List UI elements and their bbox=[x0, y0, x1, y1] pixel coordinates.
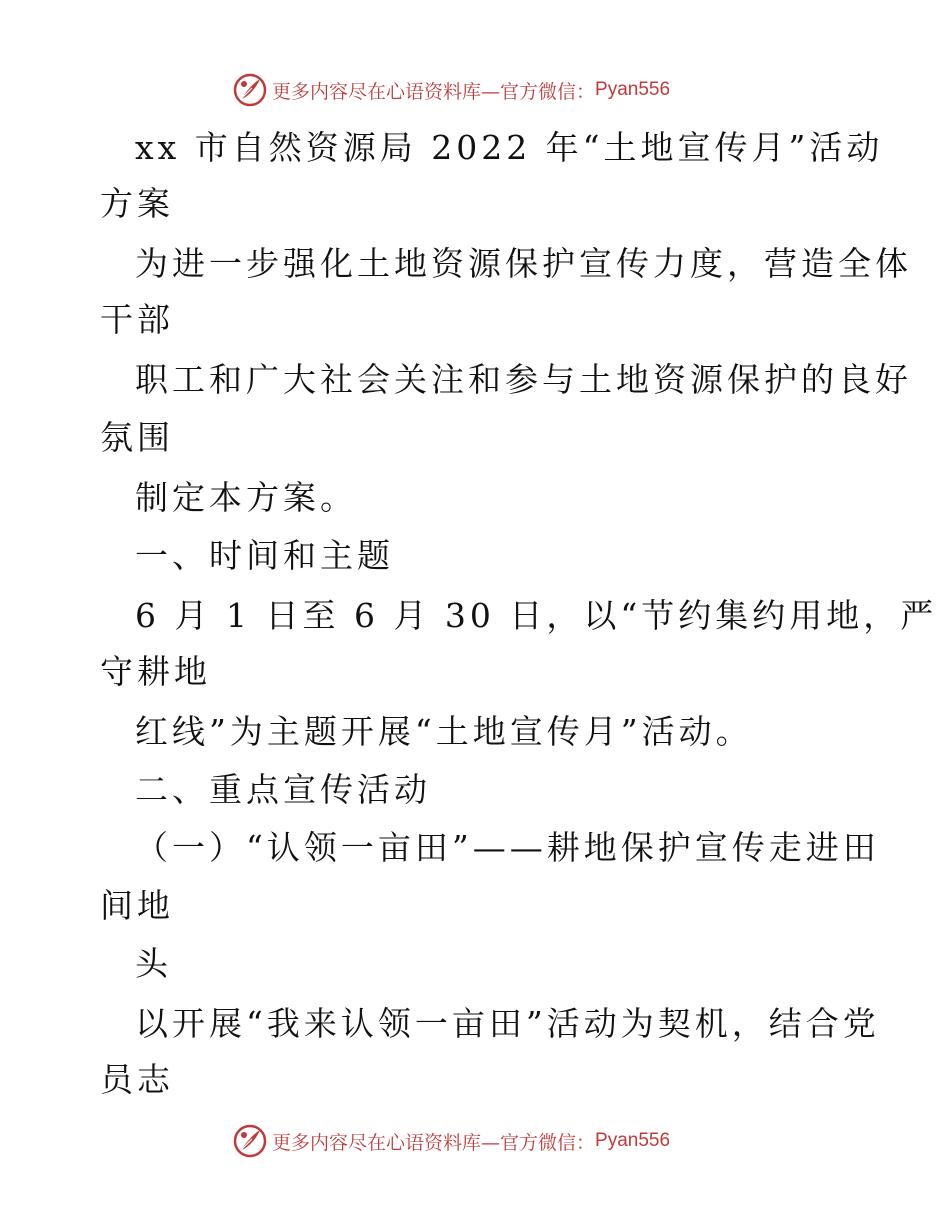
subsection-heading: （一）“认领一亩田”——耕地保护宣传走进田 bbox=[135, 828, 880, 867]
paragraph-line: 以开展“我来认领一亩田”活动为契机，结合党 bbox=[135, 1004, 880, 1043]
section-heading: 一、时间和主题 bbox=[135, 536, 394, 575]
paragraph-line: 为进一步强化土地资源保护宣传力度，营造全体 bbox=[135, 244, 912, 283]
paragraph-line: 守耕地 bbox=[100, 652, 211, 691]
banner-wechat-id: Pyan556 bbox=[595, 1130, 671, 1151]
paragraph-line: 干部 bbox=[100, 300, 174, 339]
paragraph-line: 制定本方案。 bbox=[135, 478, 357, 517]
paragraph-line: 员志 bbox=[100, 1060, 174, 1099]
feather-pen-logo-icon bbox=[232, 72, 268, 108]
subsection-heading: 头 bbox=[135, 944, 172, 983]
paragraph-line: 6 月 1 日至 6 月 30 日，以“节约集约用地，严 bbox=[135, 596, 938, 635]
title-line-2: 方案 bbox=[100, 184, 174, 223]
paragraph-line: 红线”为主题开展“土地宣传月”活动。 bbox=[135, 712, 753, 751]
feather-pen-logo-icon bbox=[232, 1123, 268, 1159]
subsection-heading: 间地 bbox=[100, 886, 174, 925]
title-line-1: xx 市自然资源局 2022 年“土地宣传月”活动 bbox=[135, 128, 884, 167]
banner-text: 更多内容尽在心语资料库—官方微信： bbox=[272, 80, 596, 103]
banner-wechat-id: Pyan556 bbox=[595, 79, 671, 100]
paragraph-line: 氛围 bbox=[100, 418, 174, 457]
banner-text: 更多内容尽在心语资料库—官方微信： bbox=[272, 1131, 596, 1154]
section-heading: 二、重点宣传活动 bbox=[135, 770, 431, 809]
paragraph-line: 职工和广大社会关注和参与土地资源保护的良好 bbox=[135, 360, 912, 399]
footer-banner bbox=[232, 1121, 712, 1161]
header-banner bbox=[232, 70, 712, 110]
